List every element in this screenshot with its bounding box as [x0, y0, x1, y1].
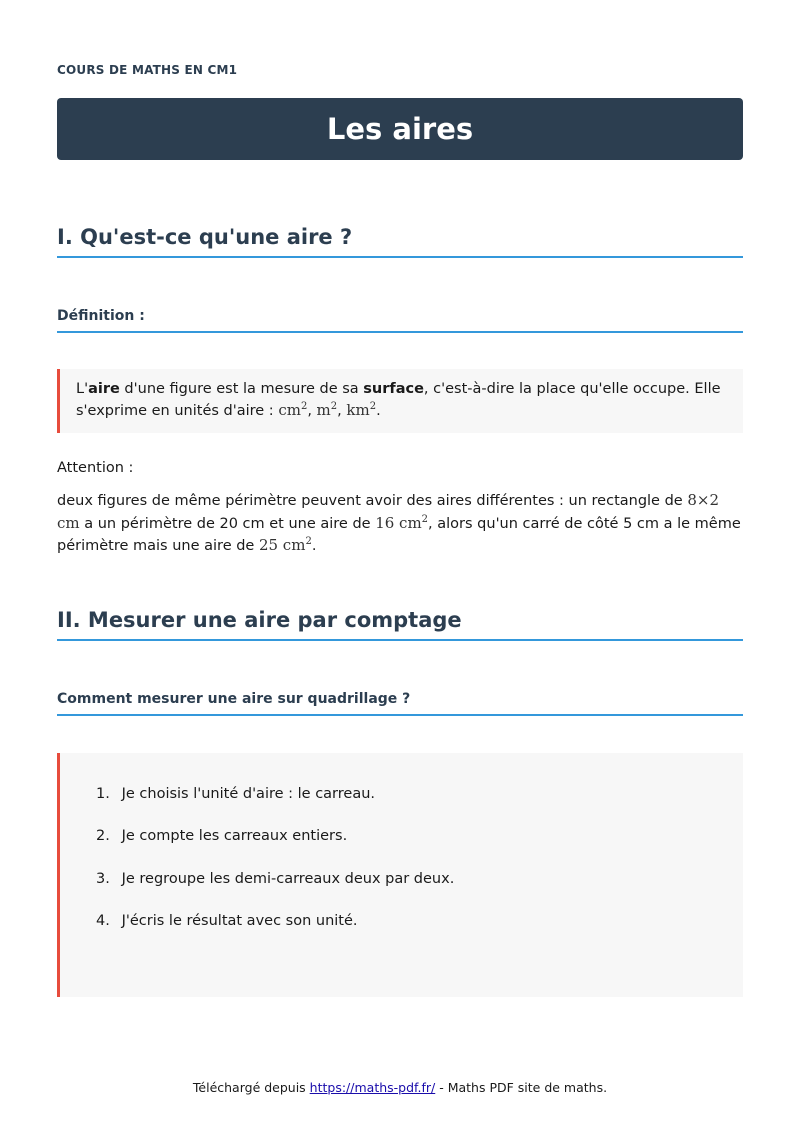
source-link[interactable]: https://maths-pdf.fr/ — [309, 1080, 436, 1095]
period: . — [376, 403, 381, 419]
attention-label: Attention : — [57, 460, 134, 476]
attention-text: deux figures de même périmètre peuvent avoir des aires différentes : un rectangle de 8×2 cm a un périmètre de 20 cm et une aire de 16 $cm^2$, alors qu'un carré de côté 5 cm a le même périmètre mais une aire de 25 $cm^2$. — [57, 491, 741, 554]
title-banner — [57, 98, 743, 160]
definition-text: L' — [76, 381, 89, 397]
unit-cm2: $cm^2$ — [278, 401, 308, 419]
steps-box — [57, 753, 743, 997]
definition-text: , c'est-à-dire la place qu'elle occupe. Elle s'exprime en unités d'aire : — [76, 381, 721, 419]
rectangle-area: 16 $cm^2$ — [375, 513, 429, 532]
term-surface: surface — [363, 381, 424, 397]
list-item: 3. Je regroupe les demi-carreaux deux par deux. — [96, 871, 455, 887]
definition-text: d'une figure est la mesure de sa — [119, 381, 364, 397]
section-1-heading: I. Qu'est-ce qu'une aire ? — [57, 225, 743, 258]
definition-heading: Définition : — [57, 308, 743, 333]
separator: , — [307, 403, 317, 419]
section-2-heading: II. Mesurer une aire par comptage — [57, 608, 743, 641]
unit-m2: $m^2$ — [316, 401, 338, 419]
square-area: 25 $cm^2$ — [258, 536, 312, 554]
footer-suffix: - Maths PDF site de maths. — [435, 1080, 608, 1095]
definition-box — [57, 369, 743, 433]
method-heading: Comment mesurer une aire sur quadrillage ? — [57, 691, 743, 716]
rectangle-dimensions: 8×2 cm — [57, 491, 719, 532]
list-item: 1. Je choisis l'unité d'aire : le carreau. — [96, 786, 376, 802]
course-label: COURS DE MATHS EN CM1 — [57, 63, 238, 77]
page-title: Les aires — [326, 112, 474, 146]
footer-prefix: Téléchargé depuis — [192, 1080, 310, 1095]
term-aire: aire — [88, 381, 120, 397]
list-item: 2. Je compte les carreaux entiers. — [96, 828, 348, 844]
footer — [0, 1080, 800, 1095]
separator: , — [337, 403, 347, 419]
list-item: 4. J'écris le résultat avec son unité. — [96, 913, 358, 929]
unit-km2: $km^2$ — [346, 401, 377, 419]
